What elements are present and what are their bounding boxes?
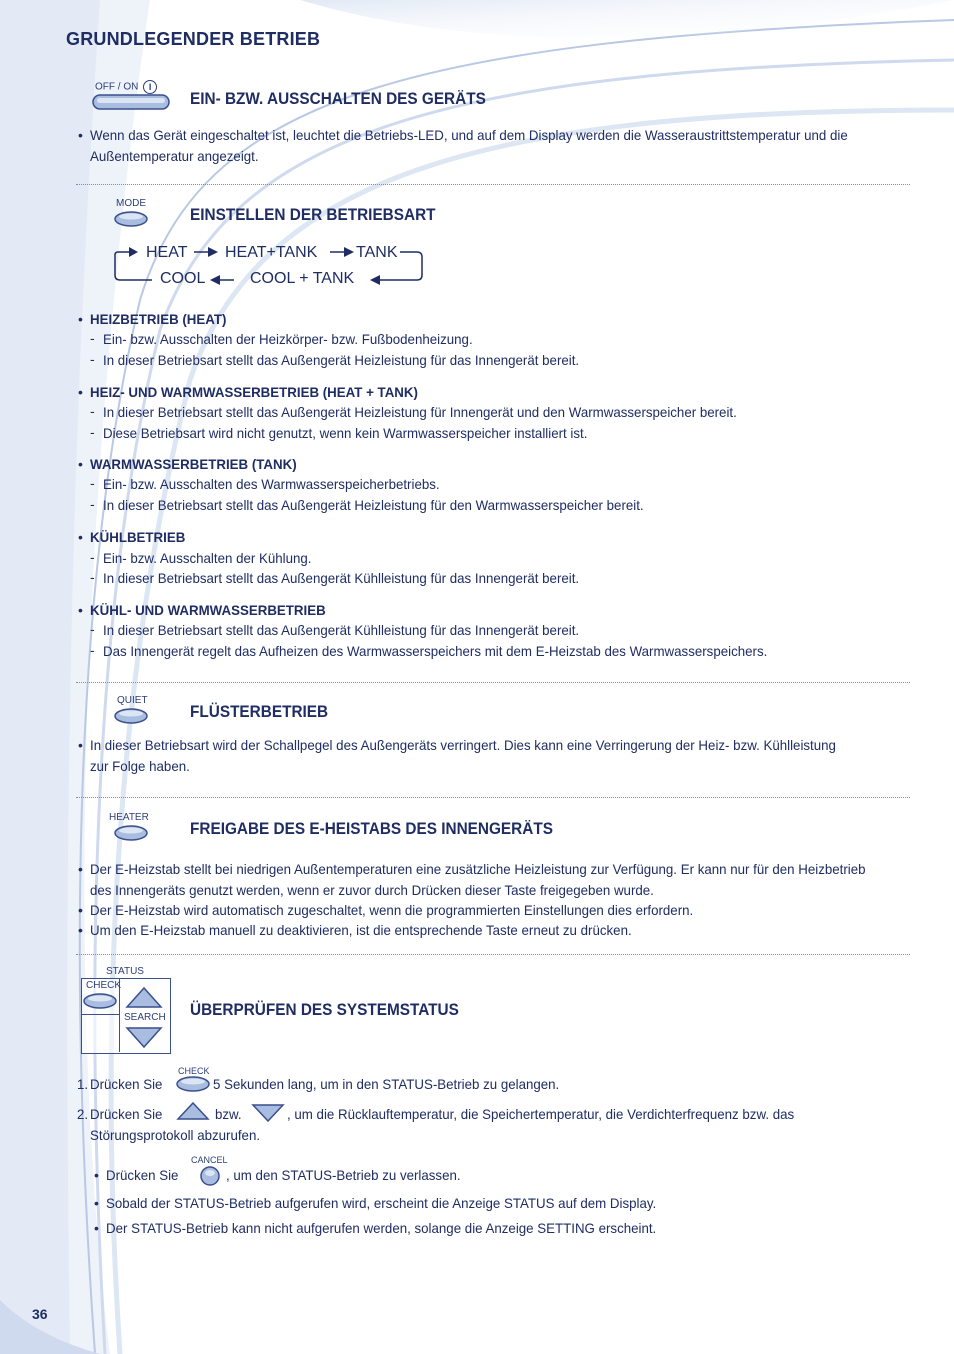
status-group-label: STATUS: [106, 966, 144, 977]
mode-item-line: In dieser Betriebsart stellt das Außengerät Heizleistung für das Innengerät bereit.: [103, 352, 580, 368]
bullet-dot: •: [94, 1167, 99, 1183]
quiet-button-label: QUIET: [117, 695, 148, 706]
heater-button-label: HEATER: [109, 812, 149, 823]
dash: -: [90, 642, 95, 658]
bullet-dot: •: [78, 922, 83, 938]
mode-item-line: Das Innengerät regelt das Aufheizen des Warmwasserspeichers mit dem E-Heizstab des Warmwasserspeichers.: [103, 643, 768, 659]
status-note: Der STATUS-Betrieb kann nicht aufgerufen werden, solange die Anzeige SETTING erscheint.: [106, 1220, 657, 1236]
dash: -: [90, 351, 95, 367]
mode-button-icon: [114, 211, 148, 227]
dash: -: [90, 496, 95, 512]
mode-title: EINSTELLEN DER BETRIEBSART: [190, 206, 436, 224]
page-title: GRUNDLEGENDER BETRIEB: [66, 29, 321, 49]
bullet-dot: •: [78, 456, 83, 472]
mode-item-line: Ein- bzw. Ausschalten der Heizkörper- bzw. Fußbodenheizung.: [103, 331, 473, 347]
step2-pre: Drücken Sie: [90, 1106, 163, 1122]
cycle-heat: HEAT: [146, 244, 188, 261]
onoff-button-label: OFF / ON I: [95, 80, 157, 94]
bullet-dot: •: [78, 861, 83, 877]
mode-item-line: Ein- bzw. Ausschalten der Kühlung.: [103, 550, 312, 566]
cycle-cool-tank: COOL + TANK: [250, 270, 355, 287]
dash: -: [90, 403, 95, 419]
mode-button-label: MODE: [116, 198, 146, 209]
cycle-cool: COOL: [160, 270, 206, 287]
dash: -: [90, 330, 95, 346]
mode-item-title: HEIZ- UND WARMWASSERBETRIEB (HEAT + TANK): [90, 384, 418, 400]
cancel-button-icon: [199, 1165, 221, 1187]
page-number: 36: [32, 1306, 48, 1322]
search-label: SEARCH: [124, 1012, 166, 1023]
heater-text: Der E-Heizstab stellt bei niedrigen Außentemperaturen eine zusätzliche Heizleistung zur Verfügung. Er kann nur für den Heizbetrieb des Innengeräts genutzt werden, wenn er zuvor durch Drücken dieser Taste freigegeben wurde.: [90, 861, 866, 898]
mode-item-title: HEIZBETRIEB (HEAT): [90, 311, 227, 327]
bullet-dot: •: [78, 311, 83, 327]
note1-pre: Drücken Sie: [106, 1167, 179, 1183]
dash: -: [90, 475, 95, 491]
quiet-button-icon: [114, 708, 148, 724]
triangle-up-icon: [125, 986, 163, 1010]
heater-text: Um den E-Heizstab manuell zu deaktivieren, ist die entsprechende Taste erneut zu drücken.: [90, 922, 632, 938]
mode-item-line: In dieser Betriebsart stellt das Außengerät Kühlleistung für das Innengerät bereit.: [103, 570, 580, 586]
bullet-dot: •: [78, 384, 83, 400]
check-button-icon: [83, 993, 117, 1009]
bullet-dot: •: [78, 602, 83, 618]
mode-item-line: Ein- bzw. Ausschalten des Warmwasserspeicherbetriebs.: [103, 476, 440, 492]
check-label: CHECK: [86, 980, 122, 991]
step2-cont: Störungsprotokoll abzurufen.: [90, 1127, 261, 1143]
bullet-dot: •: [78, 127, 83, 143]
check-button-icon: [176, 1076, 210, 1092]
status-note: Sobald der STATUS-Betrieb aufgerufen wird, erscheint die Anzeige STATUS auf dem Display.: [106, 1195, 657, 1211]
step2-num: 2.: [77, 1106, 89, 1122]
note1-post: , um den STATUS-Betrieb zu verlassen.: [226, 1167, 461, 1183]
heater-text: Der E-Heizstab wird automatisch zugeschaltet, wenn die programmierten Einstellungen dies erfordern.: [90, 902, 694, 918]
mode-item-line: In dieser Betriebsart stellt das Außengerät Heizleistung für Innengerät und den Warmwasserspeicher bereit.: [103, 404, 737, 420]
divider: [76, 797, 910, 798]
cancel-label: CANCEL: [191, 1155, 228, 1165]
cycle-heat-tank: HEAT+TANK: [225, 244, 318, 261]
quiet-text: In dieser Betriebsart wird der Schallpegel des Außengeräts verringert. Dies kann eine Verringerung der Heiz- bzw. Kühlleistung zur Folge haben.: [90, 737, 836, 774]
status-title: ÜBERPRÜFEN DES SYSTEMSTATUS: [190, 1001, 459, 1019]
onoff-title: EIN- BZW. AUSSCHALTEN DES GERÄTS: [190, 90, 486, 108]
triangle-up-icon: [176, 1101, 210, 1121]
bullet-dot: •: [94, 1195, 99, 1211]
mode-item-line: Diese Betriebsart wird nicht genutzt, wenn kein Warmwasserspeicher installiert ist.: [103, 425, 588, 441]
mode-item-line: In dieser Betriebsart stellt das Außengerät Kühlleistung für das Innengerät bereit.: [103, 622, 580, 638]
bullet-dot: •: [78, 529, 83, 545]
step1-pre: Drücken Sie: [90, 1076, 163, 1092]
dash: -: [90, 621, 95, 637]
divider: [76, 682, 910, 683]
step2-post: , um die Rücklauftemperatur, die Speichertemperatur, die Verdichterfrequenz bzw. das: [287, 1106, 795, 1122]
cycle-tank: TANK: [356, 244, 398, 261]
dash: -: [90, 549, 95, 565]
power-icon: I: [143, 80, 157, 94]
bullet-dot: •: [78, 902, 83, 918]
step2-mid: bzw.: [215, 1106, 242, 1122]
step1-post: 5 Sekunden lang, um in den STATUS-Betrieb zu gelangen.: [213, 1076, 560, 1092]
dash: -: [90, 569, 95, 585]
dash: -: [90, 424, 95, 440]
mode-item-line: In dieser Betriebsart stellt das Außengerät Heizleistung für den Warmwasserspeicher bereit.: [103, 497, 644, 513]
heater-button-icon: [114, 825, 148, 841]
triangle-down-icon: [125, 1025, 163, 1049]
triangle-down-icon: [251, 1102, 285, 1122]
quiet-title: FLÜSTERBETRIEB: [190, 703, 329, 721]
mode-item-title: WARMWASSERBETRIEB (TANK): [90, 456, 297, 472]
onoff-text: Wenn das Gerät eingeschaltet ist, leuchtet die Betriebs-LED, und auf dem Display werden die Wasseraustrittstemperatur und die Außentemperatur angezeigt.: [90, 127, 848, 164]
onoff-button-icon: [92, 94, 170, 110]
bullet-dot: •: [94, 1220, 99, 1236]
step1-check-label: CHECK: [178, 1066, 210, 1076]
divider: [76, 954, 910, 955]
mode-item-title: KÜHLBETRIEB: [90, 529, 186, 545]
step1-num: 1.: [77, 1076, 89, 1092]
heater-title: FREIGABE DES E-HEISTABS DES INNENGERÄTS: [190, 820, 553, 838]
bullet-dot: •: [78, 737, 83, 753]
divider: [76, 184, 910, 185]
mode-item-title: KÜHL- UND WARMWASSERBETRIEB: [90, 602, 326, 618]
